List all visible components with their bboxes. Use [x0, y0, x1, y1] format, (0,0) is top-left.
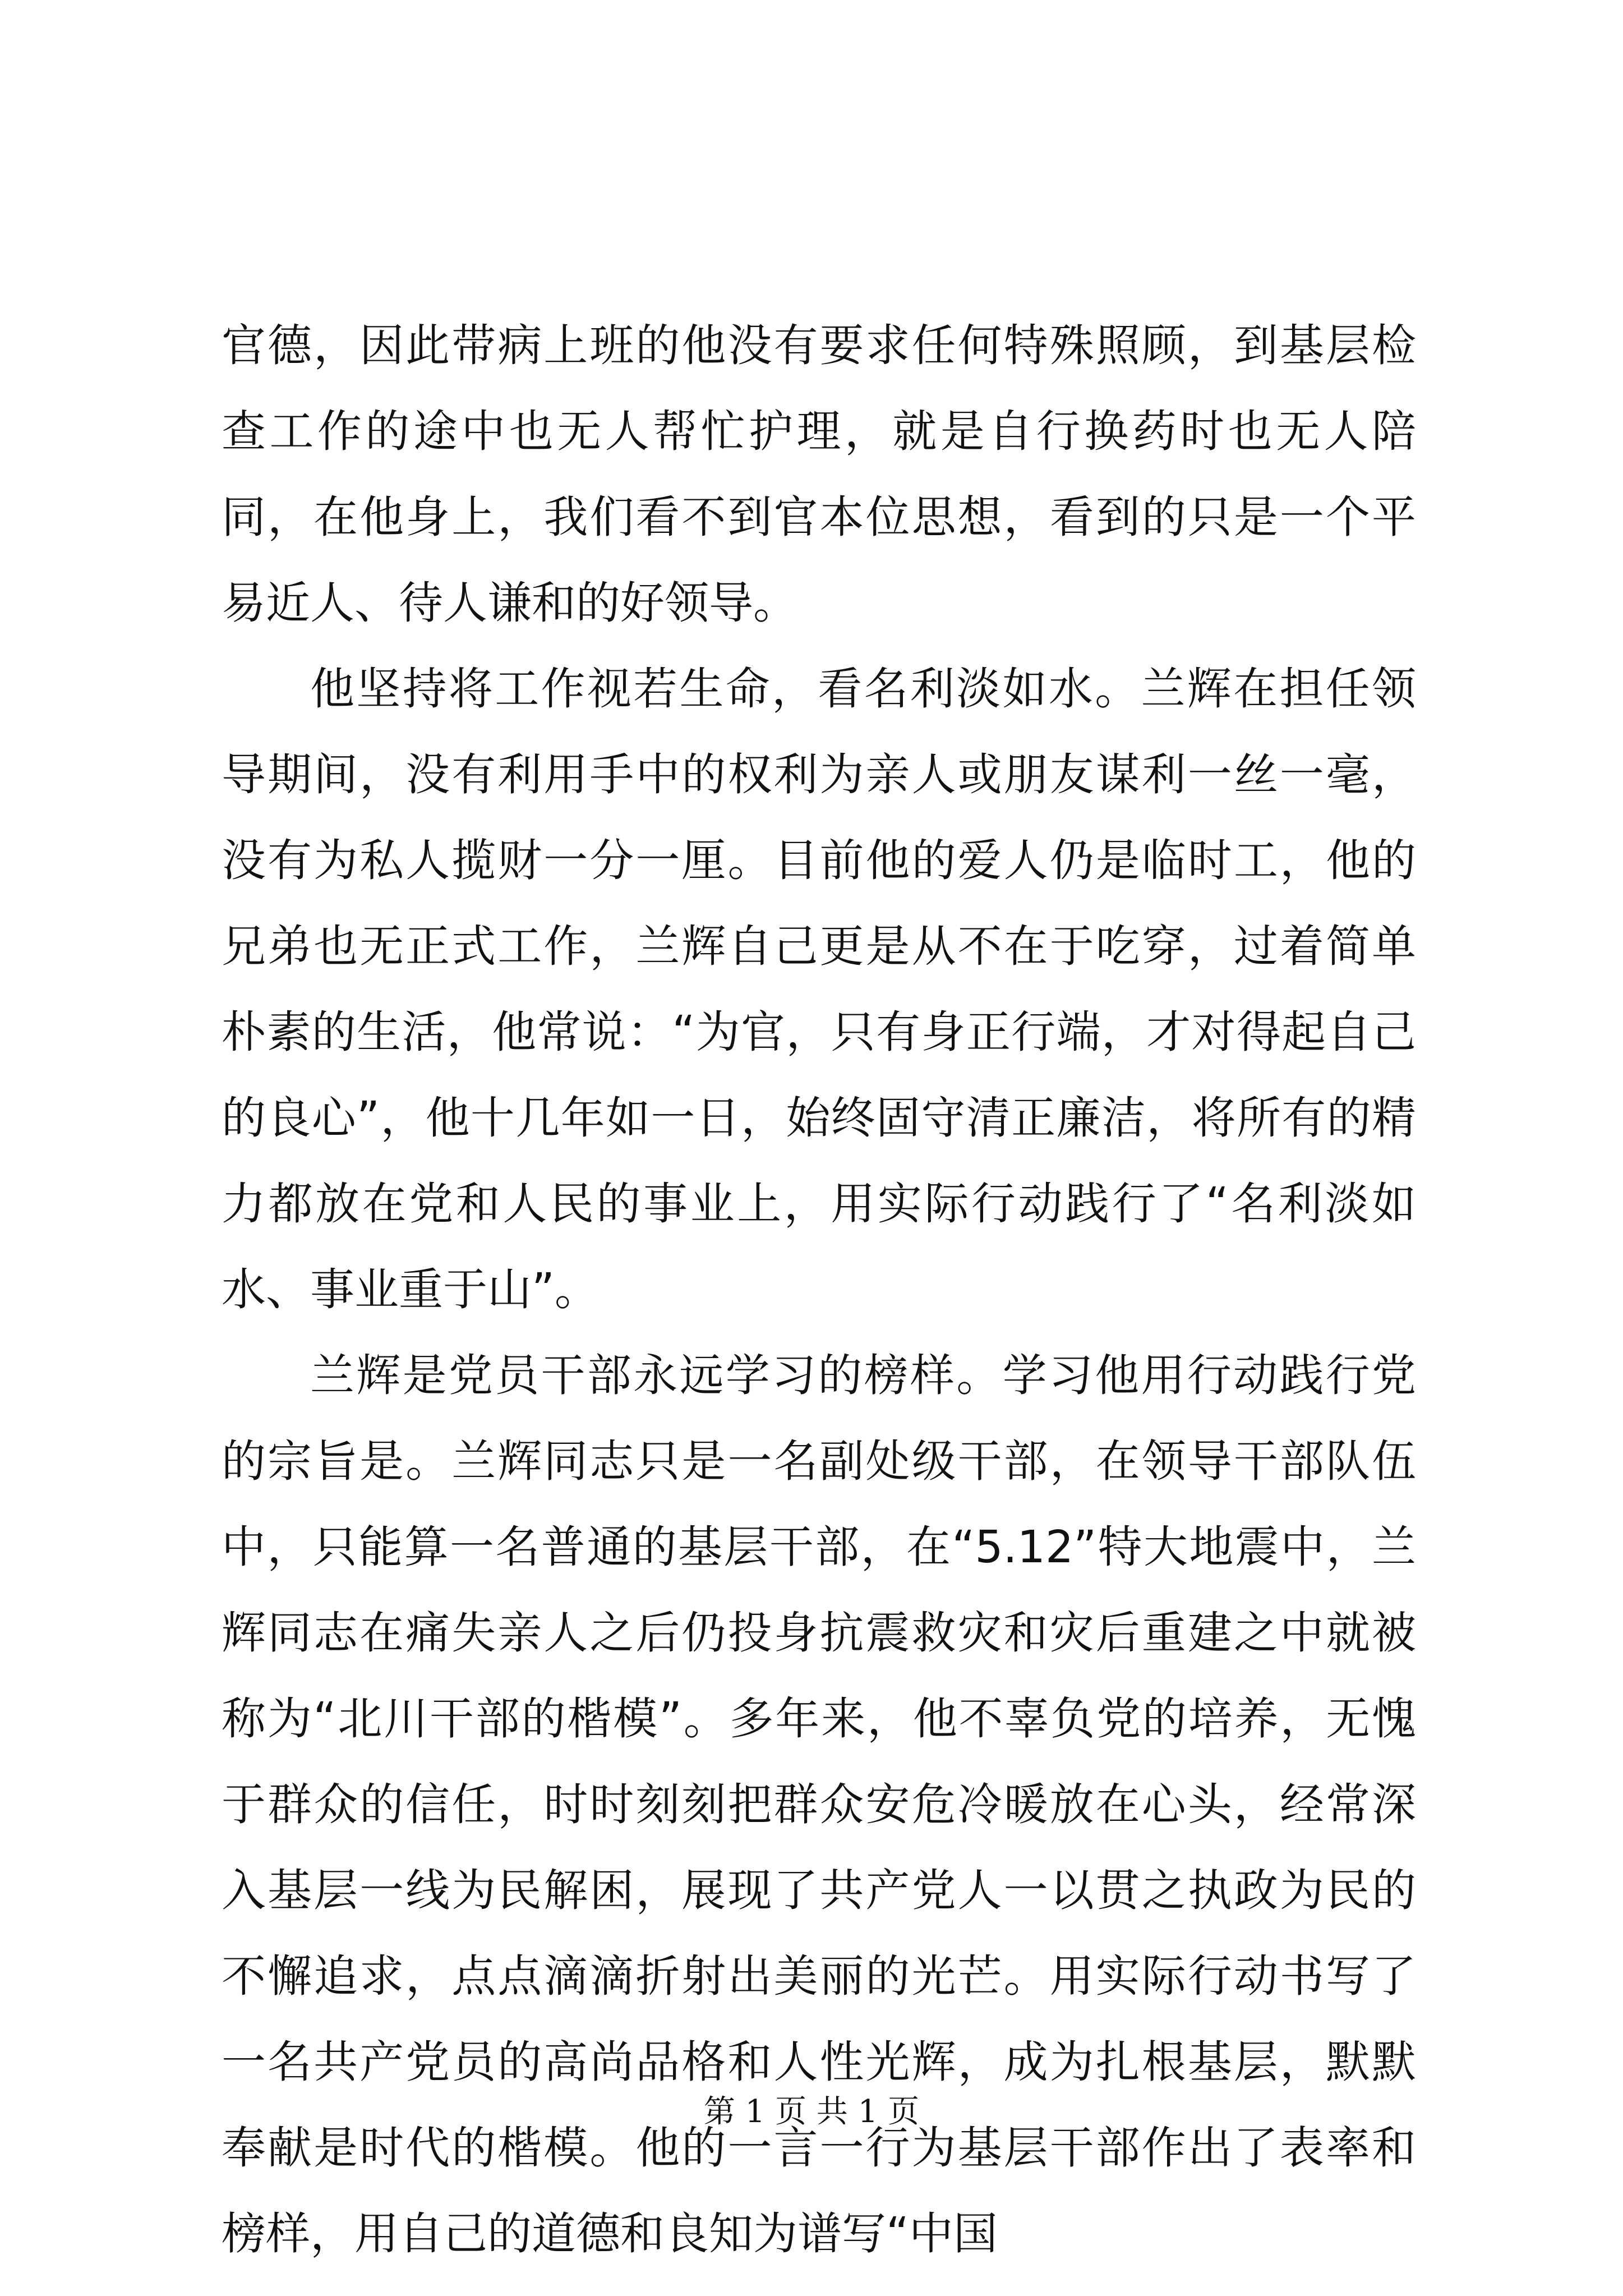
paragraph-continuation: 官德，因此带病上班的他没有要求任何特殊照顾，到基层检查工作的途中也无人帮忙护理，就是自行换药时也无人陪同，在他身上，我们看不到官本位思想，看到的只是一个平易近人、待人谦和的好领导。 — [222, 320, 1416, 629]
paragraph: 兰辉是党员干部永远学习的榜样。学习他用行动践行党的宗旨是。兰辉同志只是一名副处级干部，在领导干部队伍中，只能算一名普通的基层干部，在“5.12”特大地震中，兰辉同志在痛失亲人之后仍投身抗震救灾和灾后重建之中就被称为“北川干部的楷模”。多年来，他不辜负党的培养，无愧于群众的信任，时时刻刻把群众安危冷暖放在心头，经常深入基层一线为民解困，展现了共产党人一以贯之执政为民的不懈追求，点点滴滴折射出美丽的光芒。用实际行动书写了一名共产党员的高尚品格和人性光辉，成为扎根基层，默默奉献是时代的楷模。他的一言一行为基层干部作出了表率和榜样，用自己的道德和良知为谱写“中国 — [222, 1350, 1416, 2260]
page-footer: 第 1 页 共 1 页 — [703, 2093, 920, 2130]
document-body — [222, 303, 1416, 2277]
paragraph: 他坚持将工作视若生命，看名利淡如水。兰辉在担任领导期间，没有利用手中的权利为亲人或朋友谋利一丝一毫，没有为私人揽财一分一厘。目前他的爱人仍是临时工，他的兄弟也无正式工作，兰辉自己更是从不在于吃穿，过着简单朴素的生活，他常说：“为官，只有身正行端，才对得起自己的良心”，他十几年如一日，始终固守清正廉洁，将所有的精力都放在党和人民的事业上，用实际行动践行了“名利淡如水、事业重于山”。 — [222, 663, 1416, 1315]
